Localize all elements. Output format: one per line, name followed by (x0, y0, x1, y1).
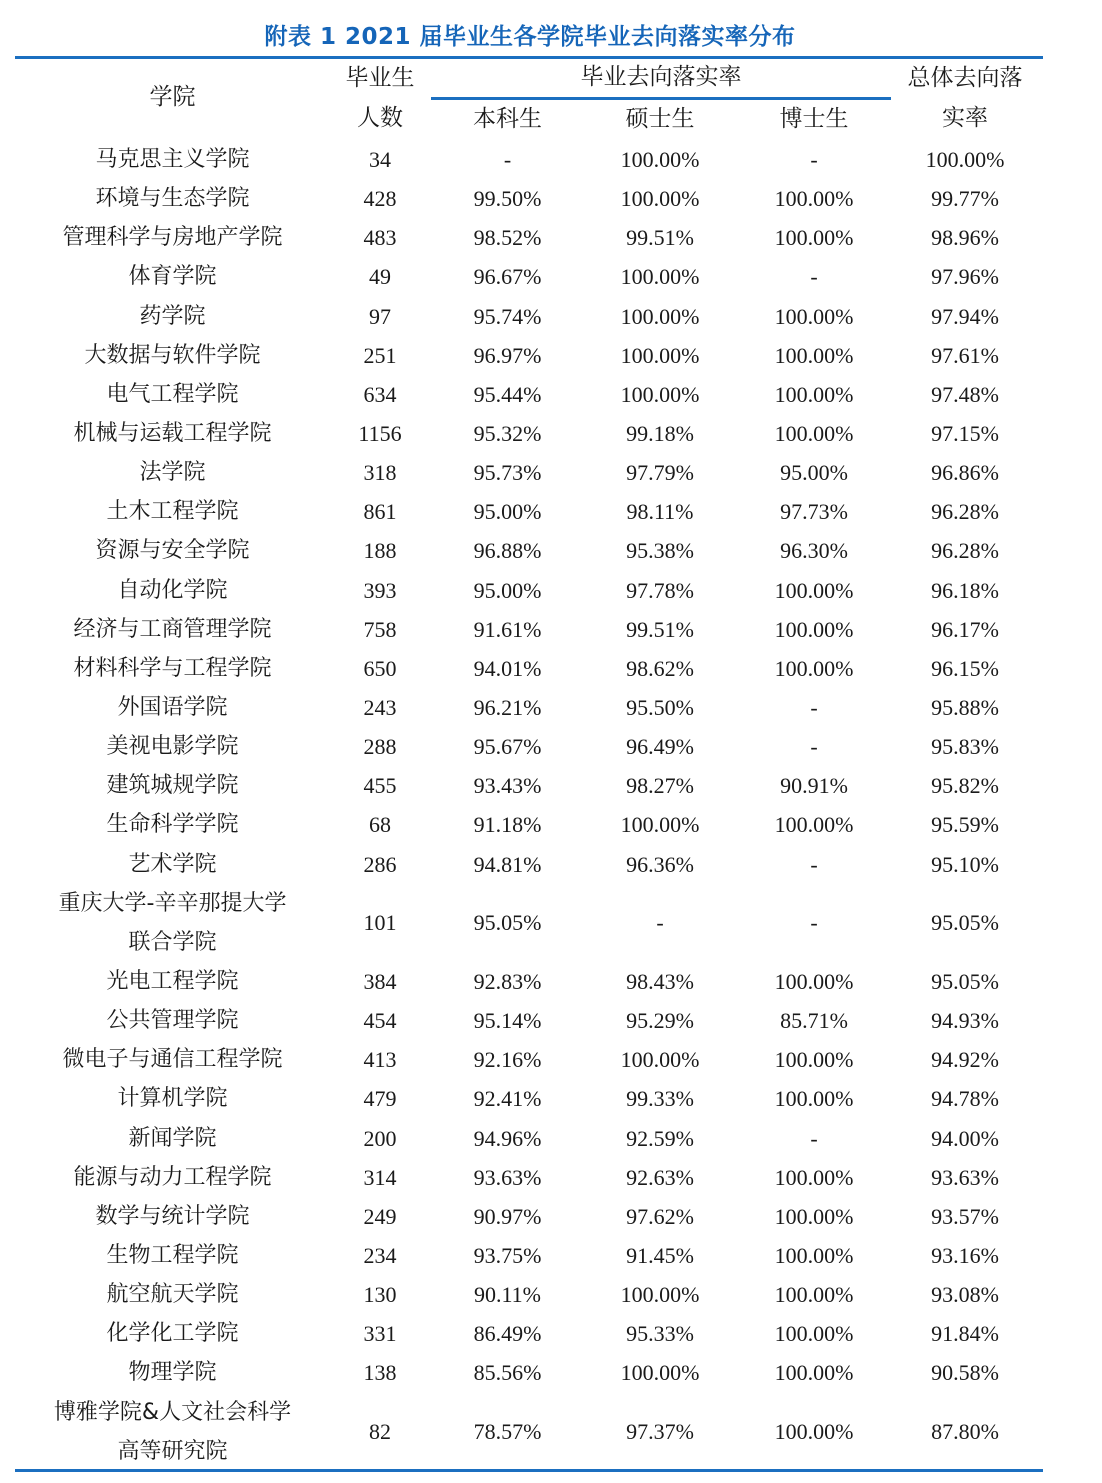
master-rate: 100.00% (620, 147, 700, 173)
college-name-line2: 高等研究院 (117, 1438, 228, 1464)
phd-rate: - (810, 695, 818, 721)
phd-rate: 100.00% (774, 225, 854, 251)
master-rate: 92.59% (626, 1125, 694, 1151)
graduate-count: 650 (363, 655, 397, 681)
overall-rate: 100.00% (925, 147, 1005, 173)
master-rate: 99.18% (626, 421, 694, 447)
master-rate: 100.00% (620, 342, 700, 368)
college-name: 法学院 (139, 460, 206, 486)
graduate-count: 393 (363, 577, 397, 603)
overall-rate: 96.28% (931, 538, 999, 564)
college-name: 经济与工商管理学院 (73, 616, 272, 642)
table-row (0, 375, 1102, 414)
college-name: 资源与安全学院 (95, 538, 250, 564)
table-row (0, 962, 1102, 1001)
master-rate: 96.36% (626, 851, 694, 877)
table-row (0, 727, 1102, 766)
graduate-count: 455 (363, 773, 397, 799)
undergrad-rate: 96.21% (473, 695, 542, 721)
table-row (0, 257, 1102, 296)
phd-rate: 100.00% (774, 969, 854, 995)
undergrad-rate: 93.43% (473, 773, 542, 799)
phd-rate: 100.00% (774, 1203, 854, 1229)
college-name: 材料科学与工程学院 (73, 655, 272, 681)
header-phd: 博士生 (779, 106, 849, 132)
master-rate: 99.51% (626, 225, 694, 251)
phd-rate: 100.00% (774, 303, 854, 329)
overall-rate: 95.59% (931, 812, 999, 838)
master-rate: 97.79% (626, 460, 694, 486)
bottom-rule (15, 1469, 1043, 1472)
college-name: 光电工程学院 (106, 969, 239, 995)
master-rate: 99.33% (626, 1086, 694, 1112)
undergrad-rate: 92.83% (473, 969, 542, 995)
college-name-line1: 博雅学院&人文社会科学 (53, 1399, 292, 1425)
graduate-count: 454 (363, 1008, 397, 1034)
undergrad-rate: 85.56% (473, 1360, 542, 1386)
master-rate: 95.29% (626, 1008, 694, 1034)
phd-rate: 100.00% (774, 186, 854, 212)
undergrad-rate: 93.63% (473, 1164, 542, 1190)
graduate-count: 188 (363, 538, 397, 564)
graduate-count: 101 (363, 910, 397, 936)
overall-rate: 95.05% (931, 969, 999, 995)
overall-rate: 99.77% (931, 186, 999, 212)
college-name: 自动化学院 (117, 577, 228, 603)
undergrad-rate: 95.14% (473, 1008, 542, 1034)
phd-rate: 100.00% (774, 1243, 854, 1269)
graduate-count: 138 (363, 1360, 397, 1386)
undergrad-rate: 95.74% (473, 303, 542, 329)
overall-rate: 95.82% (931, 773, 999, 799)
undergrad-rate: 95.32% (473, 421, 542, 447)
overall-rate: 93.63% (931, 1164, 999, 1190)
undergrad-rate: 92.41% (473, 1086, 542, 1112)
college-name: 外国语学院 (117, 695, 228, 721)
phd-rate: 100.00% (774, 1086, 854, 1112)
overall-rate: 97.94% (931, 303, 999, 329)
phd-rate: 100.00% (774, 1282, 854, 1308)
undergrad-rate: 94.81% (473, 851, 542, 877)
master-rate: 100.00% (620, 303, 700, 329)
table-row (0, 571, 1102, 610)
table-row (0, 1158, 1102, 1197)
overall-rate: 90.58% (931, 1360, 999, 1386)
graduate-count: 130 (363, 1282, 397, 1308)
overall-rate: 95.05% (931, 910, 999, 936)
master-rate: 100.00% (620, 1282, 700, 1308)
table-row (0, 1236, 1102, 1275)
table-row (0, 649, 1102, 688)
master-rate: 100.00% (620, 1360, 700, 1386)
undergrad-rate: 91.18% (473, 812, 542, 838)
graduate-count: 384 (363, 969, 397, 995)
college-name: 药学院 (139, 303, 206, 329)
header-overall-line1: 总体去向落 (907, 65, 1023, 91)
overall-rate: 94.78% (931, 1086, 999, 1112)
college-name-cell (20, 884, 325, 962)
table-row (0, 1001, 1102, 1040)
graduate-count: 234 (363, 1243, 397, 1269)
phd-rate: - (810, 1125, 818, 1151)
college-name-line1: 重庆大学-辛辛那提大学 (58, 890, 287, 916)
table-row (0, 218, 1102, 257)
college-name: 生物工程学院 (106, 1243, 239, 1269)
college-name: 环境与生态学院 (95, 186, 250, 212)
college-name: 体育学院 (128, 264, 217, 290)
table-row (0, 884, 1102, 962)
undergrad-rate: 96.97% (473, 342, 542, 368)
phd-rate: 96.30% (780, 538, 848, 564)
phd-rate: 90.91% (780, 773, 848, 799)
graduate-count: 1156 (358, 421, 402, 447)
phd-rate: 97.73% (780, 499, 848, 525)
data-table (0, 140, 1102, 1471)
phd-rate: 100.00% (774, 1360, 854, 1386)
undergrad-rate: 92.16% (473, 1047, 542, 1073)
undergrad-rate: 95.00% (473, 577, 542, 603)
overall-rate: 96.18% (931, 577, 999, 603)
phd-rate: 100.00% (774, 616, 854, 642)
table-row (0, 766, 1102, 805)
table-row (0, 179, 1102, 218)
table-row (0, 1079, 1102, 1118)
table-row (0, 336, 1102, 375)
overall-rate: 97.61% (931, 342, 999, 368)
phd-rate: 100.00% (774, 577, 854, 603)
graduate-count: 758 (363, 616, 397, 642)
phd-rate: - (810, 910, 818, 936)
college-name: 数学与统计学院 (95, 1203, 250, 1229)
header-graduates-line1: 毕业生 (345, 65, 415, 91)
undergrad-rate: 95.67% (473, 734, 542, 760)
master-rate: 98.27% (626, 773, 694, 799)
master-rate: - (656, 910, 664, 936)
college-name: 土木工程学院 (106, 499, 239, 525)
phd-rate: 100.00% (774, 655, 854, 681)
master-rate: 100.00% (620, 812, 700, 838)
master-rate: 91.45% (626, 1243, 694, 1269)
college-name: 航空航天学院 (106, 1282, 239, 1308)
graduate-count: 82 (369, 1419, 391, 1445)
undergrad-rate: 95.05% (473, 910, 542, 936)
graduate-count: 483 (363, 225, 397, 251)
table-row (0, 610, 1102, 649)
master-rate: 98.43% (626, 969, 694, 995)
college-name: 化学化工学院 (106, 1321, 239, 1347)
overall-rate: 95.88% (931, 695, 999, 721)
overall-rate: 98.96% (931, 225, 999, 251)
college-name: 电气工程学院 (106, 381, 239, 407)
overall-rate: 94.00% (931, 1125, 999, 1151)
master-rate: 95.50% (626, 695, 694, 721)
phd-rate: 95.00% (780, 460, 848, 486)
college-name: 能源与动力工程学院 (73, 1164, 272, 1190)
table-row (0, 845, 1102, 884)
header-rate-group: 毕业去向落实率 (580, 64, 742, 90)
college-name: 计算机学院 (117, 1086, 228, 1112)
overall-rate: 95.83% (931, 734, 999, 760)
overall-rate: 93.57% (931, 1203, 999, 1229)
undergrad-rate: - (503, 147, 512, 173)
undergrad-rate: 94.96% (473, 1125, 542, 1151)
table-row (0, 1197, 1102, 1236)
phd-rate: 100.00% (774, 1164, 854, 1190)
phd-rate: 100.00% (774, 381, 854, 407)
overall-rate: 93.16% (931, 1243, 999, 1269)
college-name-cell (20, 1393, 325, 1471)
undergrad-rate: 96.67% (473, 264, 542, 290)
table-row (0, 1393, 1102, 1471)
college-name: 新闻学院 (128, 1125, 217, 1151)
college-name: 建筑城规学院 (106, 773, 239, 799)
undergrad-rate: 93.75% (473, 1243, 542, 1269)
overall-rate: 97.96% (931, 264, 999, 290)
graduate-count: 286 (363, 851, 397, 877)
master-rate: 98.11% (626, 499, 694, 525)
overall-rate: 87.80% (931, 1419, 999, 1445)
graduate-count: 34 (369, 147, 391, 173)
graduate-count: 68 (369, 812, 391, 838)
table-row (0, 297, 1102, 336)
overall-rate: 95.10% (931, 851, 999, 877)
undergrad-rate: 86.49% (473, 1321, 542, 1347)
master-rate: 100.00% (620, 264, 700, 290)
master-rate: 95.38% (626, 538, 694, 564)
undergrad-rate: 95.00% (473, 499, 542, 525)
college-name: 公共管理学院 (106, 1008, 239, 1034)
table-row (0, 492, 1102, 531)
phd-rate: 100.00% (774, 1321, 854, 1347)
header-master: 硕士生 (625, 106, 695, 132)
graduate-count: 200 (363, 1125, 397, 1151)
table-row (0, 688, 1102, 727)
master-rate: 98.62% (626, 655, 694, 681)
undergrad-rate: 99.50% (473, 186, 542, 212)
table-row (0, 1314, 1102, 1353)
graduate-count: 49 (369, 264, 391, 290)
table-row (0, 414, 1102, 453)
master-rate: 99.51% (626, 616, 694, 642)
undergrad-rate: 96.88% (473, 538, 542, 564)
overall-rate: 94.93% (931, 1008, 999, 1034)
undergrad-rate: 98.52% (473, 225, 542, 251)
header-undergrad: 本科生 (473, 106, 542, 132)
graduate-count: 861 (363, 499, 397, 525)
master-rate: 97.62% (626, 1203, 694, 1229)
table-row (0, 1040, 1102, 1079)
overall-rate: 96.15% (931, 655, 999, 681)
phd-rate: 100.00% (774, 1047, 854, 1073)
table-row (0, 1275, 1102, 1314)
master-rate: 100.00% (620, 1047, 700, 1073)
undergrad-rate: 95.73% (473, 460, 542, 486)
college-name: 大数据与软件学院 (84, 342, 261, 368)
college-name: 管理科学与房地产学院 (62, 225, 283, 251)
table-row (0, 140, 1102, 179)
graduate-count: 634 (363, 381, 397, 407)
header-college: 学院 (149, 84, 196, 110)
graduate-count: 243 (363, 695, 397, 721)
overall-rate: 91.84% (931, 1321, 999, 1347)
undergrad-rate: 90.11% (473, 1282, 541, 1308)
college-name: 微电子与通信工程学院 (62, 1047, 283, 1073)
graduate-count: 331 (363, 1321, 397, 1347)
undergrad-rate: 95.44% (473, 381, 542, 407)
phd-rate: - (810, 264, 818, 290)
graduate-count: 249 (363, 1203, 397, 1229)
table-row (0, 1353, 1102, 1392)
phd-rate: 100.00% (774, 812, 854, 838)
table-title: 附表 1 2021 届毕业生各学院毕业去向落实率分布 (264, 24, 796, 50)
overall-rate: 93.08% (931, 1282, 999, 1308)
table-row (0, 1119, 1102, 1158)
table-row (0, 531, 1102, 570)
overall-rate: 96.28% (931, 499, 999, 525)
college-name: 美视电影学院 (106, 734, 239, 760)
college-name: 物理学院 (128, 1360, 217, 1386)
phd-rate: 100.00% (774, 342, 854, 368)
phd-rate: 100.00% (774, 421, 854, 447)
phd-rate: - (810, 734, 818, 760)
overall-rate: 97.48% (931, 381, 999, 407)
master-rate: 95.33% (626, 1321, 694, 1347)
graduate-count: 318 (363, 460, 397, 486)
undergrad-rate: 91.61% (473, 616, 542, 642)
college-name: 生命科学学院 (106, 812, 239, 838)
master-rate: 100.00% (620, 186, 700, 212)
graduate-count: 413 (363, 1047, 397, 1073)
graduate-count: 288 (363, 734, 397, 760)
overall-rate: 97.15% (931, 421, 999, 447)
master-rate: 92.63% (626, 1164, 694, 1190)
master-rate: 100.00% (620, 381, 700, 407)
graduate-count: 314 (363, 1164, 397, 1190)
graduate-count: 251 (363, 342, 397, 368)
college-name: 机械与运载工程学院 (73, 421, 272, 447)
college-name: 艺术学院 (128, 851, 217, 877)
header-graduates-line2: 人数 (357, 105, 403, 131)
graduate-count: 428 (363, 186, 397, 212)
table-row (0, 805, 1102, 844)
undergrad-rate: 78.57% (473, 1419, 542, 1445)
master-rate: 96.49% (626, 734, 694, 760)
undergrad-rate: 90.97% (473, 1203, 542, 1229)
college-name: 马克思主义学院 (95, 147, 250, 173)
undergrad-rate: 94.01% (473, 655, 542, 681)
phd-rate: 100.00% (774, 1419, 854, 1445)
overall-rate: 96.17% (931, 616, 999, 642)
header-overall-line2: 实率 (942, 105, 988, 131)
master-rate: 97.78% (626, 577, 694, 603)
phd-rate: - (810, 851, 818, 877)
table-row (0, 453, 1102, 492)
college-name-line2: 联合学院 (128, 929, 217, 955)
overall-rate: 94.92% (931, 1047, 999, 1073)
master-rate: 97.37% (626, 1419, 694, 1445)
phd-rate: - (810, 147, 818, 173)
overall-rate: 96.86% (931, 460, 999, 486)
graduate-count: 97 (369, 303, 391, 329)
phd-rate: 85.71% (780, 1008, 848, 1034)
graduate-count: 479 (363, 1086, 397, 1112)
